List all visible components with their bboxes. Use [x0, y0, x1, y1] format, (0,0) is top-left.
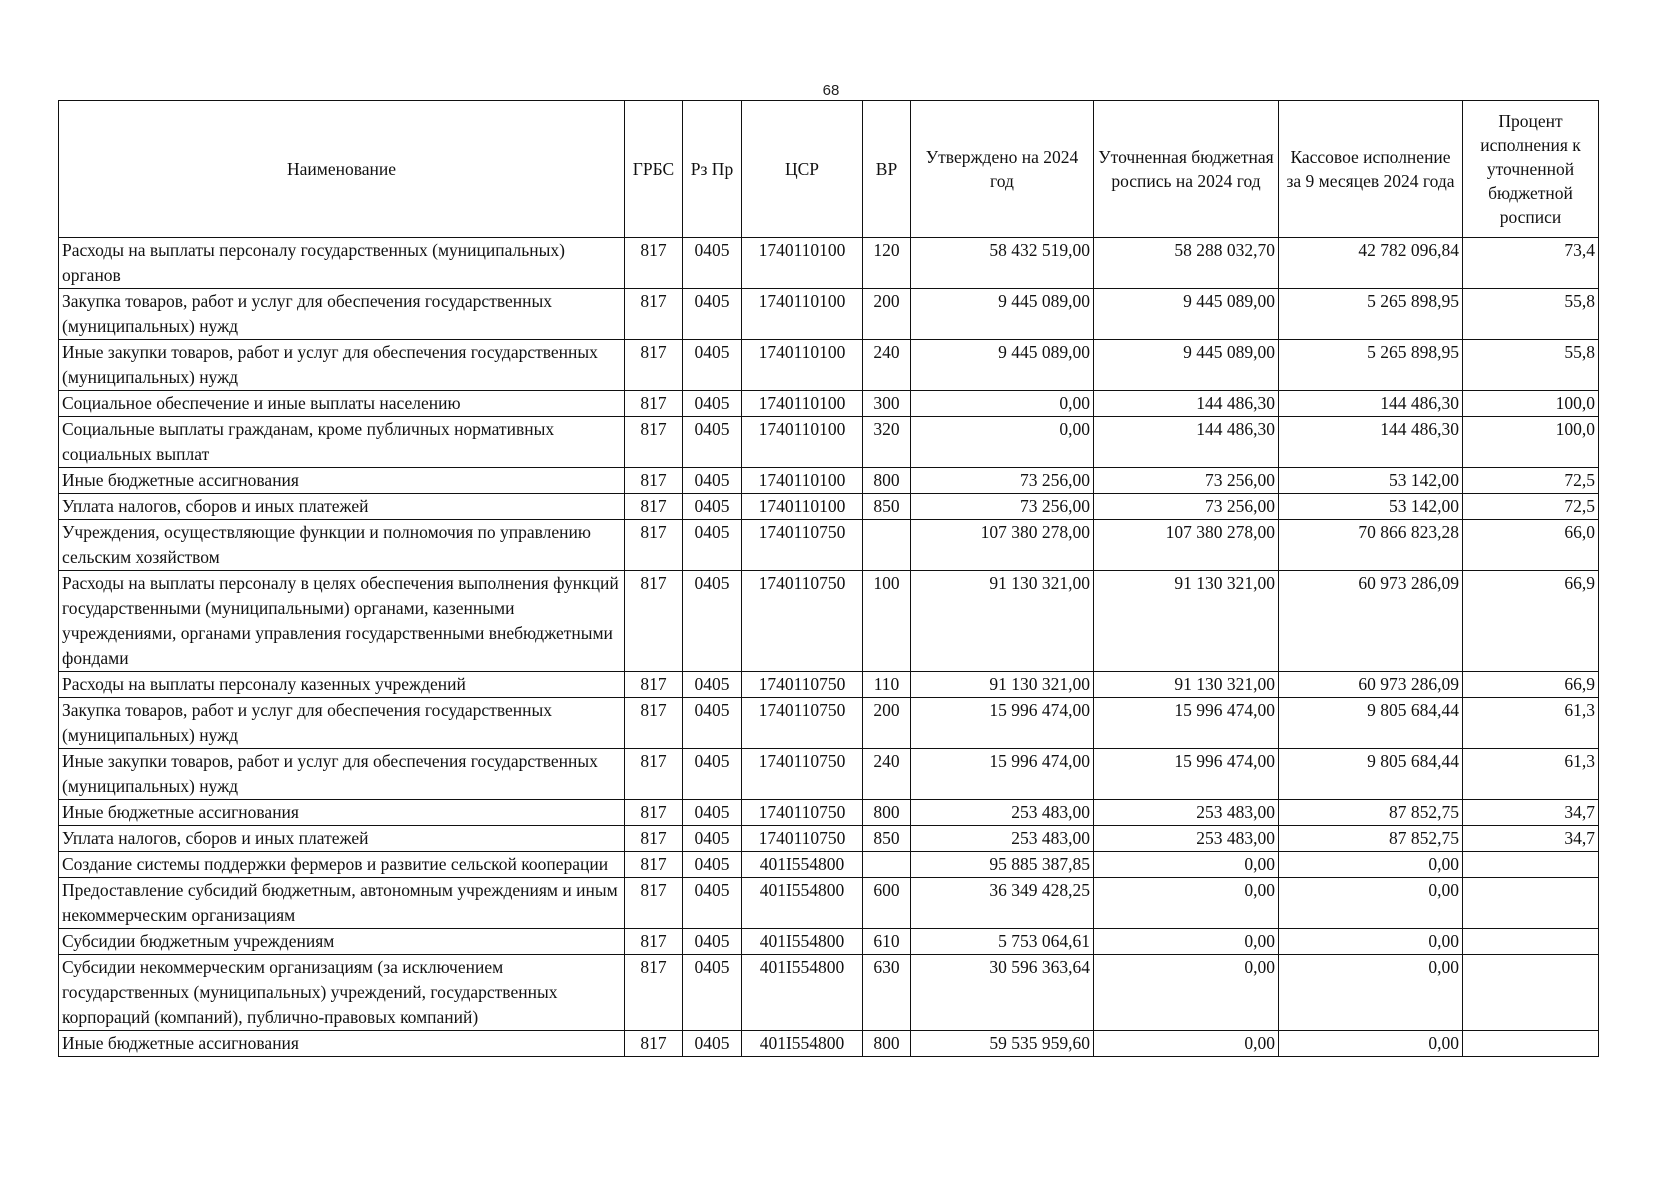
col-header-percent: Процент исполнения к уточненной бюджетной росписи [1463, 101, 1599, 238]
cell-approved: 9 445 089,00 [911, 340, 1094, 391]
cell-refined: 91 130 321,00 [1094, 672, 1279, 698]
cell-rzpr: 0405 [683, 494, 742, 520]
cell-name: Иные бюджетные ассигнования [59, 1031, 625, 1057]
cell-csr: 401I554800 [742, 1031, 863, 1057]
cell-name: Учреждения, осуществляющие функции и полномочия по управлению сельским хозяйством [59, 520, 625, 571]
cell-executed: 53 142,00 [1279, 494, 1463, 520]
col-header-approved: Утверждено на 2024 год [911, 101, 1094, 238]
cell-executed: 70 866 823,28 [1279, 520, 1463, 571]
cell-percent: 34,7 [1463, 800, 1599, 826]
cell-approved: 253 483,00 [911, 800, 1094, 826]
table-row [59, 417, 1599, 468]
cell-percent: 66,9 [1463, 571, 1599, 672]
cell-percent [1463, 929, 1599, 955]
col-header-vr: ВР [863, 101, 911, 238]
cell-percent [1463, 852, 1599, 878]
cell-csr: 1740110100 [742, 468, 863, 494]
cell-refined: 144 486,30 [1094, 417, 1279, 468]
cell-rzpr: 0405 [683, 238, 742, 289]
col-header-csr: ЦСР [742, 101, 863, 238]
cell-vr: 100 [863, 571, 911, 672]
cell-rzpr: 0405 [683, 929, 742, 955]
cell-vr: 850 [863, 494, 911, 520]
cell-grbs: 817 [625, 340, 683, 391]
cell-csr: 1740110100 [742, 340, 863, 391]
table-row [59, 878, 1599, 929]
col-header-executed: Кассовое исполнение за 9 месяцев 2024 года [1279, 101, 1463, 238]
cell-csr: 1740110750 [742, 571, 863, 672]
cell-rzpr: 0405 [683, 340, 742, 391]
cell-name: Предоставление субсидий бюджетным, автономным учреждениям и иным некоммерческим организациям [59, 878, 625, 929]
cell-executed: 53 142,00 [1279, 468, 1463, 494]
cell-rzpr: 0405 [683, 289, 742, 340]
cell-approved: 95 885 387,85 [911, 852, 1094, 878]
cell-refined: 0,00 [1094, 1031, 1279, 1057]
cell-grbs: 817 [625, 955, 683, 1031]
cell-rzpr: 0405 [683, 672, 742, 698]
cell-executed: 5 265 898,95 [1279, 289, 1463, 340]
cell-grbs: 817 [625, 494, 683, 520]
table-row [59, 672, 1599, 698]
table-row [59, 929, 1599, 955]
cell-executed: 0,00 [1279, 878, 1463, 929]
cell-vr: 600 [863, 878, 911, 929]
cell-grbs: 817 [625, 852, 683, 878]
cell-rzpr: 0405 [683, 852, 742, 878]
cell-percent: 100,0 [1463, 417, 1599, 468]
cell-csr: 401I554800 [742, 929, 863, 955]
cell-name: Иные бюджетные ассигнования [59, 468, 625, 494]
cell-vr [863, 520, 911, 571]
table-row [59, 826, 1599, 852]
cell-approved: 9 445 089,00 [911, 289, 1094, 340]
cell-csr: 1740110100 [742, 391, 863, 417]
cell-grbs: 817 [625, 520, 683, 571]
cell-vr: 850 [863, 826, 911, 852]
cell-approved: 0,00 [911, 417, 1094, 468]
header-row [59, 101, 1599, 238]
cell-percent: 72,5 [1463, 468, 1599, 494]
cell-executed: 144 486,30 [1279, 417, 1463, 468]
cell-refined: 0,00 [1094, 878, 1279, 929]
cell-executed: 60 973 286,09 [1279, 571, 1463, 672]
cell-name: Расходы на выплаты персоналу в целях обеспечения выполнения функций государственными (муниципальными) органами, казенными учреждениями, органами управления государственными внебюджетными фондами [59, 571, 625, 672]
cell-vr: 610 [863, 929, 911, 955]
cell-refined: 9 445 089,00 [1094, 340, 1279, 391]
table-row [59, 1031, 1599, 1057]
cell-rzpr: 0405 [683, 749, 742, 800]
cell-rzpr: 0405 [683, 800, 742, 826]
cell-name: Социальное обеспечение и иные выплаты населению [59, 391, 625, 417]
cell-rzpr: 0405 [683, 571, 742, 672]
cell-refined: 253 483,00 [1094, 826, 1279, 852]
cell-csr: 1740110750 [742, 826, 863, 852]
cell-grbs: 817 [625, 749, 683, 800]
cell-refined: 144 486,30 [1094, 391, 1279, 417]
cell-vr: 200 [863, 289, 911, 340]
cell-percent [1463, 878, 1599, 929]
cell-executed: 0,00 [1279, 1031, 1463, 1057]
cell-csr: 401I554800 [742, 852, 863, 878]
cell-vr: 800 [863, 468, 911, 494]
cell-csr: 1740110100 [742, 494, 863, 520]
cell-refined: 91 130 321,00 [1094, 571, 1279, 672]
cell-executed: 0,00 [1279, 955, 1463, 1031]
cell-approved: 73 256,00 [911, 468, 1094, 494]
cell-vr: 800 [863, 800, 911, 826]
cell-vr: 630 [863, 955, 911, 1031]
cell-approved: 59 535 959,60 [911, 1031, 1094, 1057]
cell-percent: 72,5 [1463, 494, 1599, 520]
cell-refined: 0,00 [1094, 929, 1279, 955]
cell-csr: 1740110750 [742, 698, 863, 749]
cell-refined: 73 256,00 [1094, 494, 1279, 520]
cell-executed: 42 782 096,84 [1279, 238, 1463, 289]
cell-refined: 15 996 474,00 [1094, 749, 1279, 800]
cell-approved: 91 130 321,00 [911, 571, 1094, 672]
cell-percent [1463, 955, 1599, 1031]
table-row [59, 238, 1599, 289]
table-row [59, 391, 1599, 417]
cell-approved: 36 349 428,25 [911, 878, 1094, 929]
cell-csr: 1740110750 [742, 749, 863, 800]
cell-refined: 0,00 [1094, 852, 1279, 878]
cell-approved: 91 130 321,00 [911, 672, 1094, 698]
cell-grbs: 817 [625, 672, 683, 698]
cell-executed: 87 852,75 [1279, 826, 1463, 852]
cell-csr: 1740110750 [742, 800, 863, 826]
cell-rzpr: 0405 [683, 955, 742, 1031]
cell-csr: 1740110100 [742, 417, 863, 468]
col-header-rzpr: Рз Пр [683, 101, 742, 238]
table-row [59, 468, 1599, 494]
cell-percent: 100,0 [1463, 391, 1599, 417]
cell-rzpr: 0405 [683, 468, 742, 494]
cell-grbs: 817 [625, 391, 683, 417]
col-header-name: Наименование [59, 101, 625, 238]
cell-executed: 87 852,75 [1279, 800, 1463, 826]
cell-vr: 240 [863, 340, 911, 391]
cell-name: Закупка товаров, работ и услуг для обеспечения государственных (муниципальных) нужд [59, 698, 625, 749]
cell-csr: 401I554800 [742, 955, 863, 1031]
table-row [59, 571, 1599, 672]
cell-name: Уплата налогов, сборов и иных платежей [59, 494, 625, 520]
cell-csr: 401I554800 [742, 878, 863, 929]
cell-executed: 60 973 286,09 [1279, 672, 1463, 698]
cell-refined: 9 445 089,00 [1094, 289, 1279, 340]
cell-refined: 73 256,00 [1094, 468, 1279, 494]
cell-executed: 0,00 [1279, 929, 1463, 955]
cell-refined: 0,00 [1094, 955, 1279, 1031]
cell-grbs: 817 [625, 417, 683, 468]
cell-name: Социальные выплаты гражданам, кроме публичных нормативных социальных выплат [59, 417, 625, 468]
cell-name: Расходы на выплаты персоналу казенных учреждений [59, 672, 625, 698]
cell-percent: 66,9 [1463, 672, 1599, 698]
cell-approved: 15 996 474,00 [911, 698, 1094, 749]
cell-approved: 0,00 [911, 391, 1094, 417]
cell-approved: 253 483,00 [911, 826, 1094, 852]
table-row [59, 955, 1599, 1031]
cell-csr: 1740110750 [742, 672, 863, 698]
cell-rzpr: 0405 [683, 826, 742, 852]
cell-grbs: 817 [625, 468, 683, 494]
cell-approved: 15 996 474,00 [911, 749, 1094, 800]
cell-percent [1463, 1031, 1599, 1057]
cell-name: Уплата налогов, сборов и иных платежей [59, 826, 625, 852]
cell-grbs: 817 [625, 800, 683, 826]
table-row [59, 520, 1599, 571]
budget-table [58, 100, 1599, 1057]
cell-refined: 15 996 474,00 [1094, 698, 1279, 749]
cell-approved: 5 753 064,61 [911, 929, 1094, 955]
cell-name: Субсидии бюджетным учреждениям [59, 929, 625, 955]
cell-vr: 200 [863, 698, 911, 749]
table-row [59, 749, 1599, 800]
cell-grbs: 817 [625, 878, 683, 929]
cell-rzpr: 0405 [683, 520, 742, 571]
cell-percent: 73,4 [1463, 238, 1599, 289]
cell-grbs: 817 [625, 698, 683, 749]
cell-grbs: 817 [625, 929, 683, 955]
cell-approved: 58 432 519,00 [911, 238, 1094, 289]
table-row [59, 852, 1599, 878]
cell-approved: 73 256,00 [911, 494, 1094, 520]
cell-csr: 1740110100 [742, 289, 863, 340]
cell-grbs: 817 [625, 1031, 683, 1057]
cell-grbs: 817 [625, 826, 683, 852]
cell-vr: 800 [863, 1031, 911, 1057]
table-row [59, 289, 1599, 340]
cell-executed: 144 486,30 [1279, 391, 1463, 417]
cell-vr: 320 [863, 417, 911, 468]
table-row [59, 698, 1599, 749]
cell-percent: 55,8 [1463, 289, 1599, 340]
cell-vr: 110 [863, 672, 911, 698]
cell-name: Создание системы поддержки фермеров и развитие сельской кооперации [59, 852, 625, 878]
cell-refined: 107 380 278,00 [1094, 520, 1279, 571]
cell-rzpr: 0405 [683, 698, 742, 749]
cell-vr [863, 852, 911, 878]
cell-percent: 66,0 [1463, 520, 1599, 571]
col-header-refined: Уточненная бюджетная роспись на 2024 год [1094, 101, 1279, 238]
table-body [59, 238, 1599, 1057]
cell-rzpr: 0405 [683, 391, 742, 417]
cell-csr: 1740110750 [742, 520, 863, 571]
cell-refined: 58 288 032,70 [1094, 238, 1279, 289]
cell-vr: 240 [863, 749, 911, 800]
cell-name: Иные бюджетные ассигнования [59, 800, 625, 826]
cell-rzpr: 0405 [683, 878, 742, 929]
cell-executed: 0,00 [1279, 852, 1463, 878]
cell-vr: 300 [863, 391, 911, 417]
table-row [59, 340, 1599, 391]
table-row [59, 800, 1599, 826]
cell-approved: 30 596 363,64 [911, 955, 1094, 1031]
cell-grbs: 817 [625, 238, 683, 289]
cell-name: Расходы на выплаты персоналу государственных (муниципальных) органов [59, 238, 625, 289]
cell-refined: 253 483,00 [1094, 800, 1279, 826]
table-row [59, 494, 1599, 520]
col-header-grbs: ГРБС [625, 101, 683, 238]
cell-approved: 107 380 278,00 [911, 520, 1094, 571]
cell-percent: 55,8 [1463, 340, 1599, 391]
cell-grbs: 817 [625, 571, 683, 672]
cell-executed: 9 805 684,44 [1279, 698, 1463, 749]
cell-grbs: 817 [625, 289, 683, 340]
cell-vr: 120 [863, 238, 911, 289]
cell-name: Субсидии некоммерческим организациям (за исключением государственных (муниципальных) учреждений, государственных корпораций (компаний), публично-правовых компаний) [59, 955, 625, 1031]
cell-csr: 1740110100 [742, 238, 863, 289]
cell-percent: 61,3 [1463, 749, 1599, 800]
cell-executed: 5 265 898,95 [1279, 340, 1463, 391]
cell-name: Закупка товаров, работ и услуг для обеспечения государственных (муниципальных) нужд [59, 289, 625, 340]
cell-rzpr: 0405 [683, 1031, 742, 1057]
cell-percent: 61,3 [1463, 698, 1599, 749]
page-number: 68 [822, 82, 840, 99]
cell-percent: 34,7 [1463, 826, 1599, 852]
cell-executed: 9 805 684,44 [1279, 749, 1463, 800]
cell-name: Иные закупки товаров, работ и услуг для обеспечения государственных (муниципальных) нужд [59, 749, 625, 800]
cell-rzpr: 0405 [683, 417, 742, 468]
cell-name: Иные закупки товаров, работ и услуг для обеспечения государственных (муниципальных) нужд [59, 340, 625, 391]
